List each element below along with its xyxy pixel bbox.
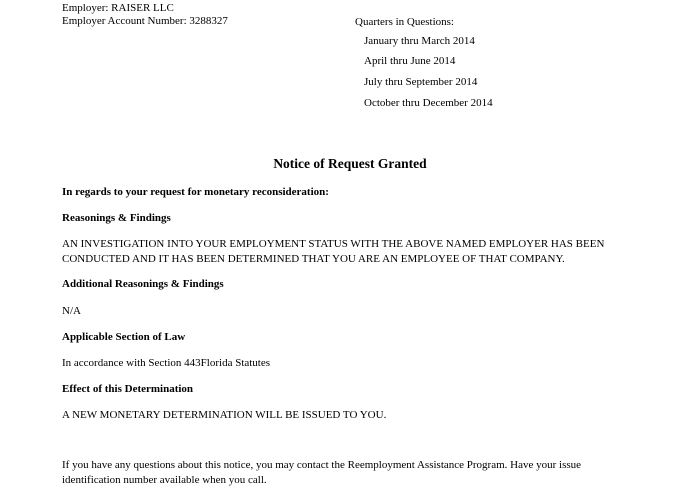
notice-title: Notice of Request Granted [273,156,427,171]
section-heading-additional: Additional Reasonings & Findings [62,278,224,290]
section-body-effect: A NEW MONETARY DETERMINATION WILL BE ISSUED TO YOU. [62,409,387,421]
section-heading-reasonings: Reasonings & Findings [62,212,171,224]
quarter-item: January thru March 2014 [364,35,475,47]
quarters-label: Quarters in Questions: [355,16,454,28]
quarter-item: October thru December 2014 [364,97,493,109]
section-heading-law: Applicable Section of Law [62,331,186,343]
regards-line: In regards to your request for monetary reconsideration: [62,186,329,198]
section-body-additional: N/A [62,305,81,317]
contact-paragraph: If you have any questions about this notice, you may contact the Reemployment Assistance Program. Have your issue identification number available when you call. [62,459,582,486]
section-body-law: In accordance with Section 443Florida Statutes [62,357,271,369]
section-heading-effect: Effect of this Determination [62,383,194,395]
section-body-reasonings: AN INVESTIGATION INTO YOUR EMPLOYMENT STATUS WITH THE ABOVE NAMED EMPLOYER HAS BEEN CONDUCTED AND IT HAS BEEN DETERMINED THAT YOU ARE AN EMPLOYEE OF THAT COMPANY. [62,238,605,265]
quarter-item: July thru September 2014 [364,76,478,88]
quarter-item: April thru June 2014 [364,55,456,67]
employer-account-number: Employer Account Number: 3288327 [62,15,228,27]
employer-name: Employer: RAISER LLC [62,2,174,14]
